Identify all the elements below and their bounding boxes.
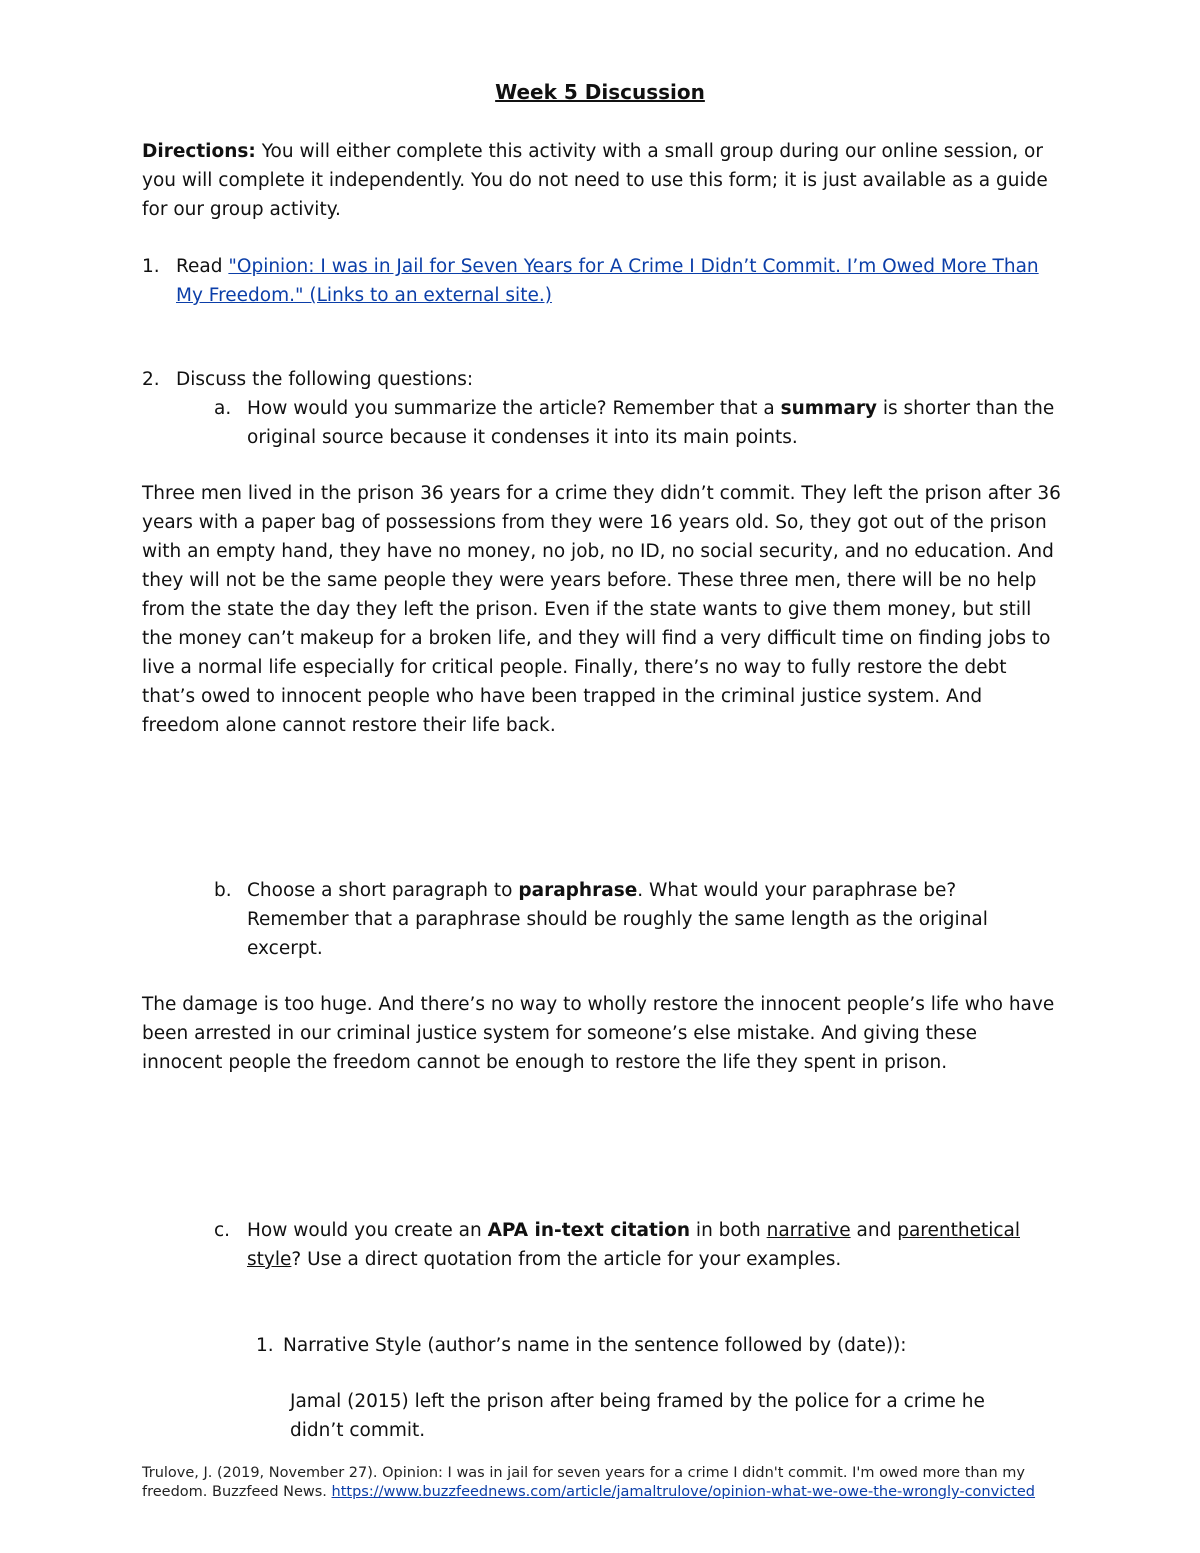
question-c-parenthetical: parenthetical style — [247, 1220, 1020, 1270]
answer-a: Three men lived in the prison 36 years for a crime they didn’t commit. They left the prison after 36 years with a paper bag of possessions from they were 16 years old. So, they got out of the prison with an empty hand, they have no money, no job, no ID, no social security, and no education. And they will not be the same people they were years before. These three men, there will be no help from the state the day they left the prison. Even if the state wants to give them money, but still the money can’t makeup for a broken life, and they will find a very difficult time on finding jobs to live a normal life especially for critical people. Finally, there’s no way to fully restore the debt that’s owed to innocent people who have been trapped in the criminal justice system. And freedom alone cannot restore their life back. — [142, 483, 1061, 736]
directions-text: You will either complete this activity with a small group during our online session, or you will complete it independently. You do not need to use this form; it is just available as a guide for our group activity. — [142, 141, 1048, 220]
item2-number: 2. — [142, 369, 160, 390]
question-a-letter: a. — [214, 398, 232, 419]
read-label: Read — [176, 256, 229, 277]
question-b-letter: b. — [214, 880, 232, 901]
item2-text: Discuss the following questions: — [176, 369, 474, 390]
question-b-text-after: . What would your paraphrase be? Remember that a paraphrase should be roughly the same length as the original excerpt. — [247, 880, 988, 959]
question-a-text-after: is shorter than the original source because it condenses it into its main points. — [247, 398, 1055, 448]
question-c-text-before: How would you create an — [247, 1220, 488, 1241]
question-c-text-mid2: and — [850, 1220, 898, 1241]
question-c-letter: c. — [214, 1220, 231, 1241]
footer-citation — [142, 1464, 1047, 1502]
sub1-number: 1. — [256, 1335, 274, 1356]
citation-text: Trulove, J. (2019, November 27). Opinion: I was in jail for seven years for a crime I didn't commit. I'm owed more than my freedom. Buzzfeed News. — [142, 1465, 1025, 1500]
question-c-text-after: ? Use a direct quotation from the article for your examples. — [291, 1249, 842, 1270]
sub1-answer: Jamal (2015) left the prison after being framed by the police for a crime he didn’t commit. — [290, 1391, 985, 1441]
article-link[interactable]: "Opinion: I was in Jail for Seven Years for A Crime I Didn’t Commit. I’m Owed More Than My Freedom." (Links to an external site.) — [176, 256, 1039, 306]
question-a — [247, 394, 1057, 452]
directions-label: Directions: — [142, 141, 256, 162]
directions-paragraph — [142, 137, 1062, 224]
question-c-narrative: narrative — [766, 1220, 851, 1241]
question-b-bold: paraphrase — [518, 880, 638, 901]
item1-number: 1. — [142, 256, 160, 277]
question-c-bold: APA in-text citation — [487, 1220, 691, 1241]
question-a-bold: summary — [780, 398, 877, 419]
item1-read — [176, 252, 1056, 310]
question-c-text-mid1: in both — [690, 1220, 767, 1241]
question-a-text-before: How would you summarize the article? Remember that a — [247, 398, 781, 419]
answer-b: The damage is too huge. And there’s no way to wholly restore the innocent people’s life who have been arrested in our criminal justice system for someone’s else mistake. And giving these innocent people the freedom cannot be enough to restore the life they spent in prison. — [142, 994, 1055, 1073]
page-title: Week 5 Discussion — [495, 80, 705, 104]
sub1-text: Narrative Style (author’s name in the sentence followed by (date)): — [283, 1335, 907, 1356]
question-c — [247, 1216, 1047, 1274]
question-b-text-before: Choose a short paragraph to — [247, 880, 519, 901]
citation-url-link[interactable]: https://www.buzzfeednews.com/article/jamaltrulove/opinion-what-we-owe-the-wrongly-convicted — [331, 1484, 1036, 1500]
question-b — [247, 876, 1007, 963]
